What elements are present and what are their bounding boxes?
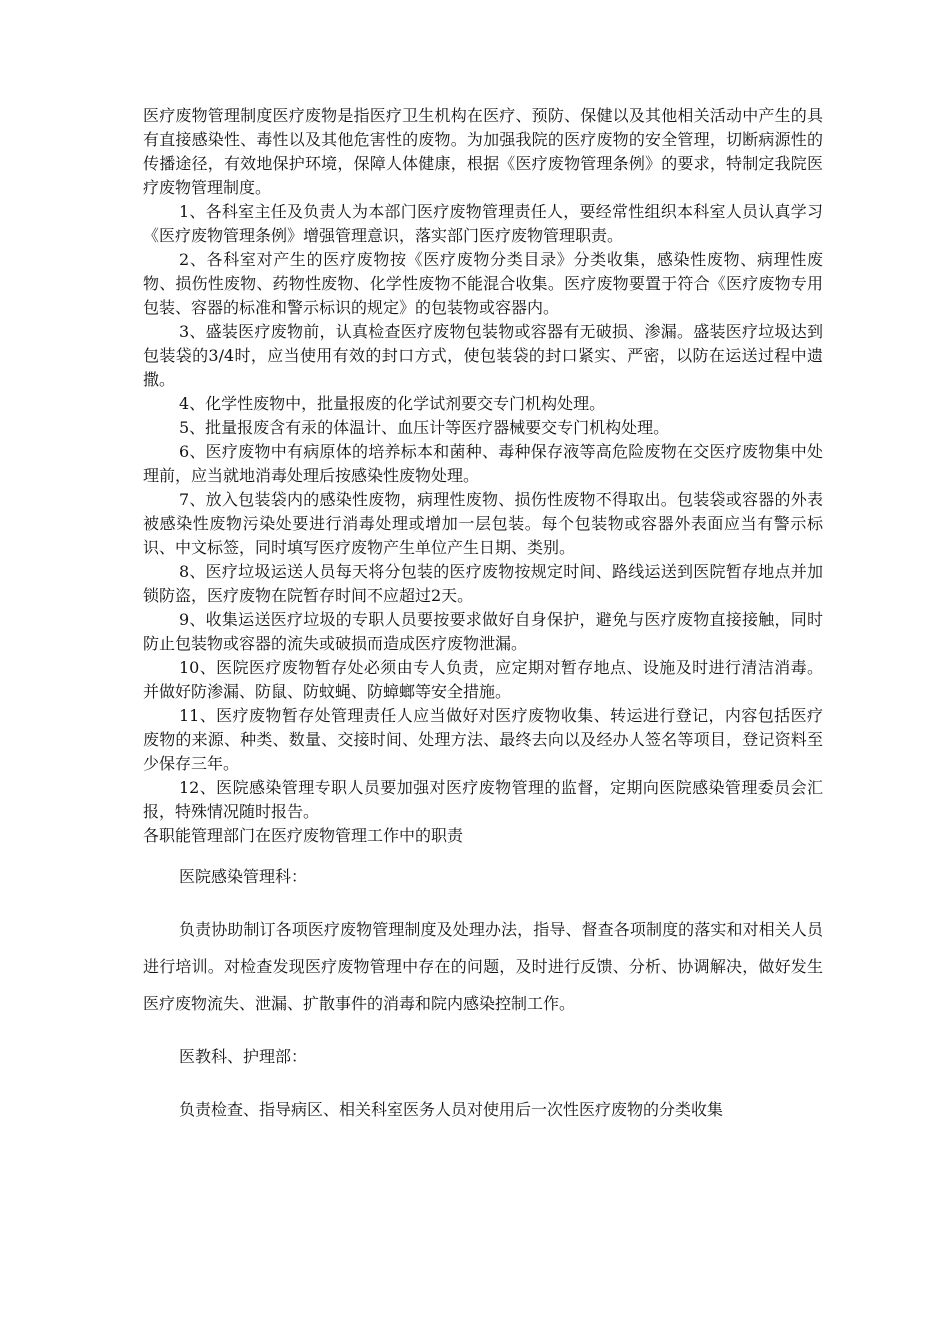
document-body [143, 104, 823, 1128]
rule-item: 5、批量报废含有汞的体温计、血压计等医疗器械要交专门机构处理。 [179, 418, 670, 437]
intro-paragraph: 医疗废物管理制度医疗废物是指医疗卫生机构在医疗、预防、保健以及其他相关活动中产生的具有直接感染性、毒性以及其他危害性的废物。为加强我院的医疗废物的安全管理，切断病源性的传播途径，有效地保护环境，保障人体健康，根据《医疗废物管理条例》的要求，特制定我院医疗废物管理制度。 [143, 106, 823, 197]
rule-item: 1、各科室主任及负责人为本部门医疗废物管理责任人，要经常性组织本科室人员认真学习《医疗废物管理条例》增强管理意识，落实部门医疗废物管理职责。 [143, 202, 823, 245]
rule-item: 4、化学性废物中，批量报废的化学试剂要交专门机构处理。 [179, 394, 606, 413]
department-name: 医院感染管理科： [179, 867, 308, 886]
department-name: 医教科、护理部： [179, 1047, 308, 1066]
department-duty: 负责协助制订各项医疗废物管理制度及处理办法，指导、督查各项制度的落实和对相关人员进行培训。对检查发现医疗废物管理中存在的问题，及时进行反馈、分析、协调解决，做好发生医疗废物流失、泄漏、扩散事件的消毒和院内感染控制工作。 [143, 920, 823, 1013]
section-heading: 各职能管理部门在医疗废物管理工作中的职责 [143, 826, 464, 845]
rule-item: 2、各科室对产生的医疗废物按《医疗废物分类目录》分类收集，感染性废物、病理性废物、损伤性废物、药物性废物、化学性废物不能混合收集。医疗废物要置于符合《医疗废物专用包装、容器的标准和警示标识的规定》的包装物或容器内。 [143, 250, 823, 317]
rule-item: 8、医疗垃圾运送人员每天将分包装的医疗废物按规定时间、路线运送到医院暂存地点并加锁防盗，医疗废物在院暂存时间不应超过2天。 [143, 562, 823, 605]
rule-item: 11、医疗废物暂存处管理责任人应当做好对医疗废物收集、转运进行登记，内容包括医疗废物的来源、种类、数量、交接时间、处理方法、最终去向以及经办人签名等项目，登记资料至少保存三年。 [143, 706, 823, 773]
rule-item: 6、医疗废物中有病原体的培养标本和菌种、毒种保存液等高危险废物在交医疗废物集中处理前，应当就地消毒处理后按感染性废物处理。 [143, 442, 823, 485]
department-duties [143, 858, 823, 1128]
rule-item: 10、医院医疗废物暂存处必须由专人负责，应定期对暂存地点、设施及时进行清洁消毒。并做好防渗漏、防鼠、防蚊蝇、防蟑螂等安全措施。 [143, 658, 823, 701]
rule-item: 12、医院感染管理专职人员要加强对医疗废物管理的监督，定期向医院感染管理委员会汇报，特殊情况随时报告。 [143, 778, 823, 821]
rule-item: 7、放入包装袋内的感染性废物，病理性废物、损伤性废物不得取出。包装袋或容器的外表被感染性废物污染处要进行消毒处理或增加一层包装。每个包装物或容器外表面应当有警示标识、中文标签，同时填写医疗废物产生单位产生日期、类别。 [143, 490, 823, 557]
regulation-section [143, 104, 823, 848]
rule-item: 3、盛装医疗废物前，认真检查医疗废物包装物或容器有无破损、渗漏。盛装医疗垃圾达到包装袋的3/4时，应当使用有效的封口方式，使包装袋的封口紧实、严密，以防在运送过程中遗撒。 [143, 322, 823, 389]
rule-item: 9、收集运送医疗垃圾的专职人员要按要求做好自身保护，避免与医疗废物直接接触，同时防止包装物或容器的流失或破损而造成医疗废物泄漏。 [143, 610, 823, 653]
department-duty: 负责检查、指导病区、相关科室医务人员对使用后一次性医疗废物的分类收集 [179, 1100, 724, 1119]
